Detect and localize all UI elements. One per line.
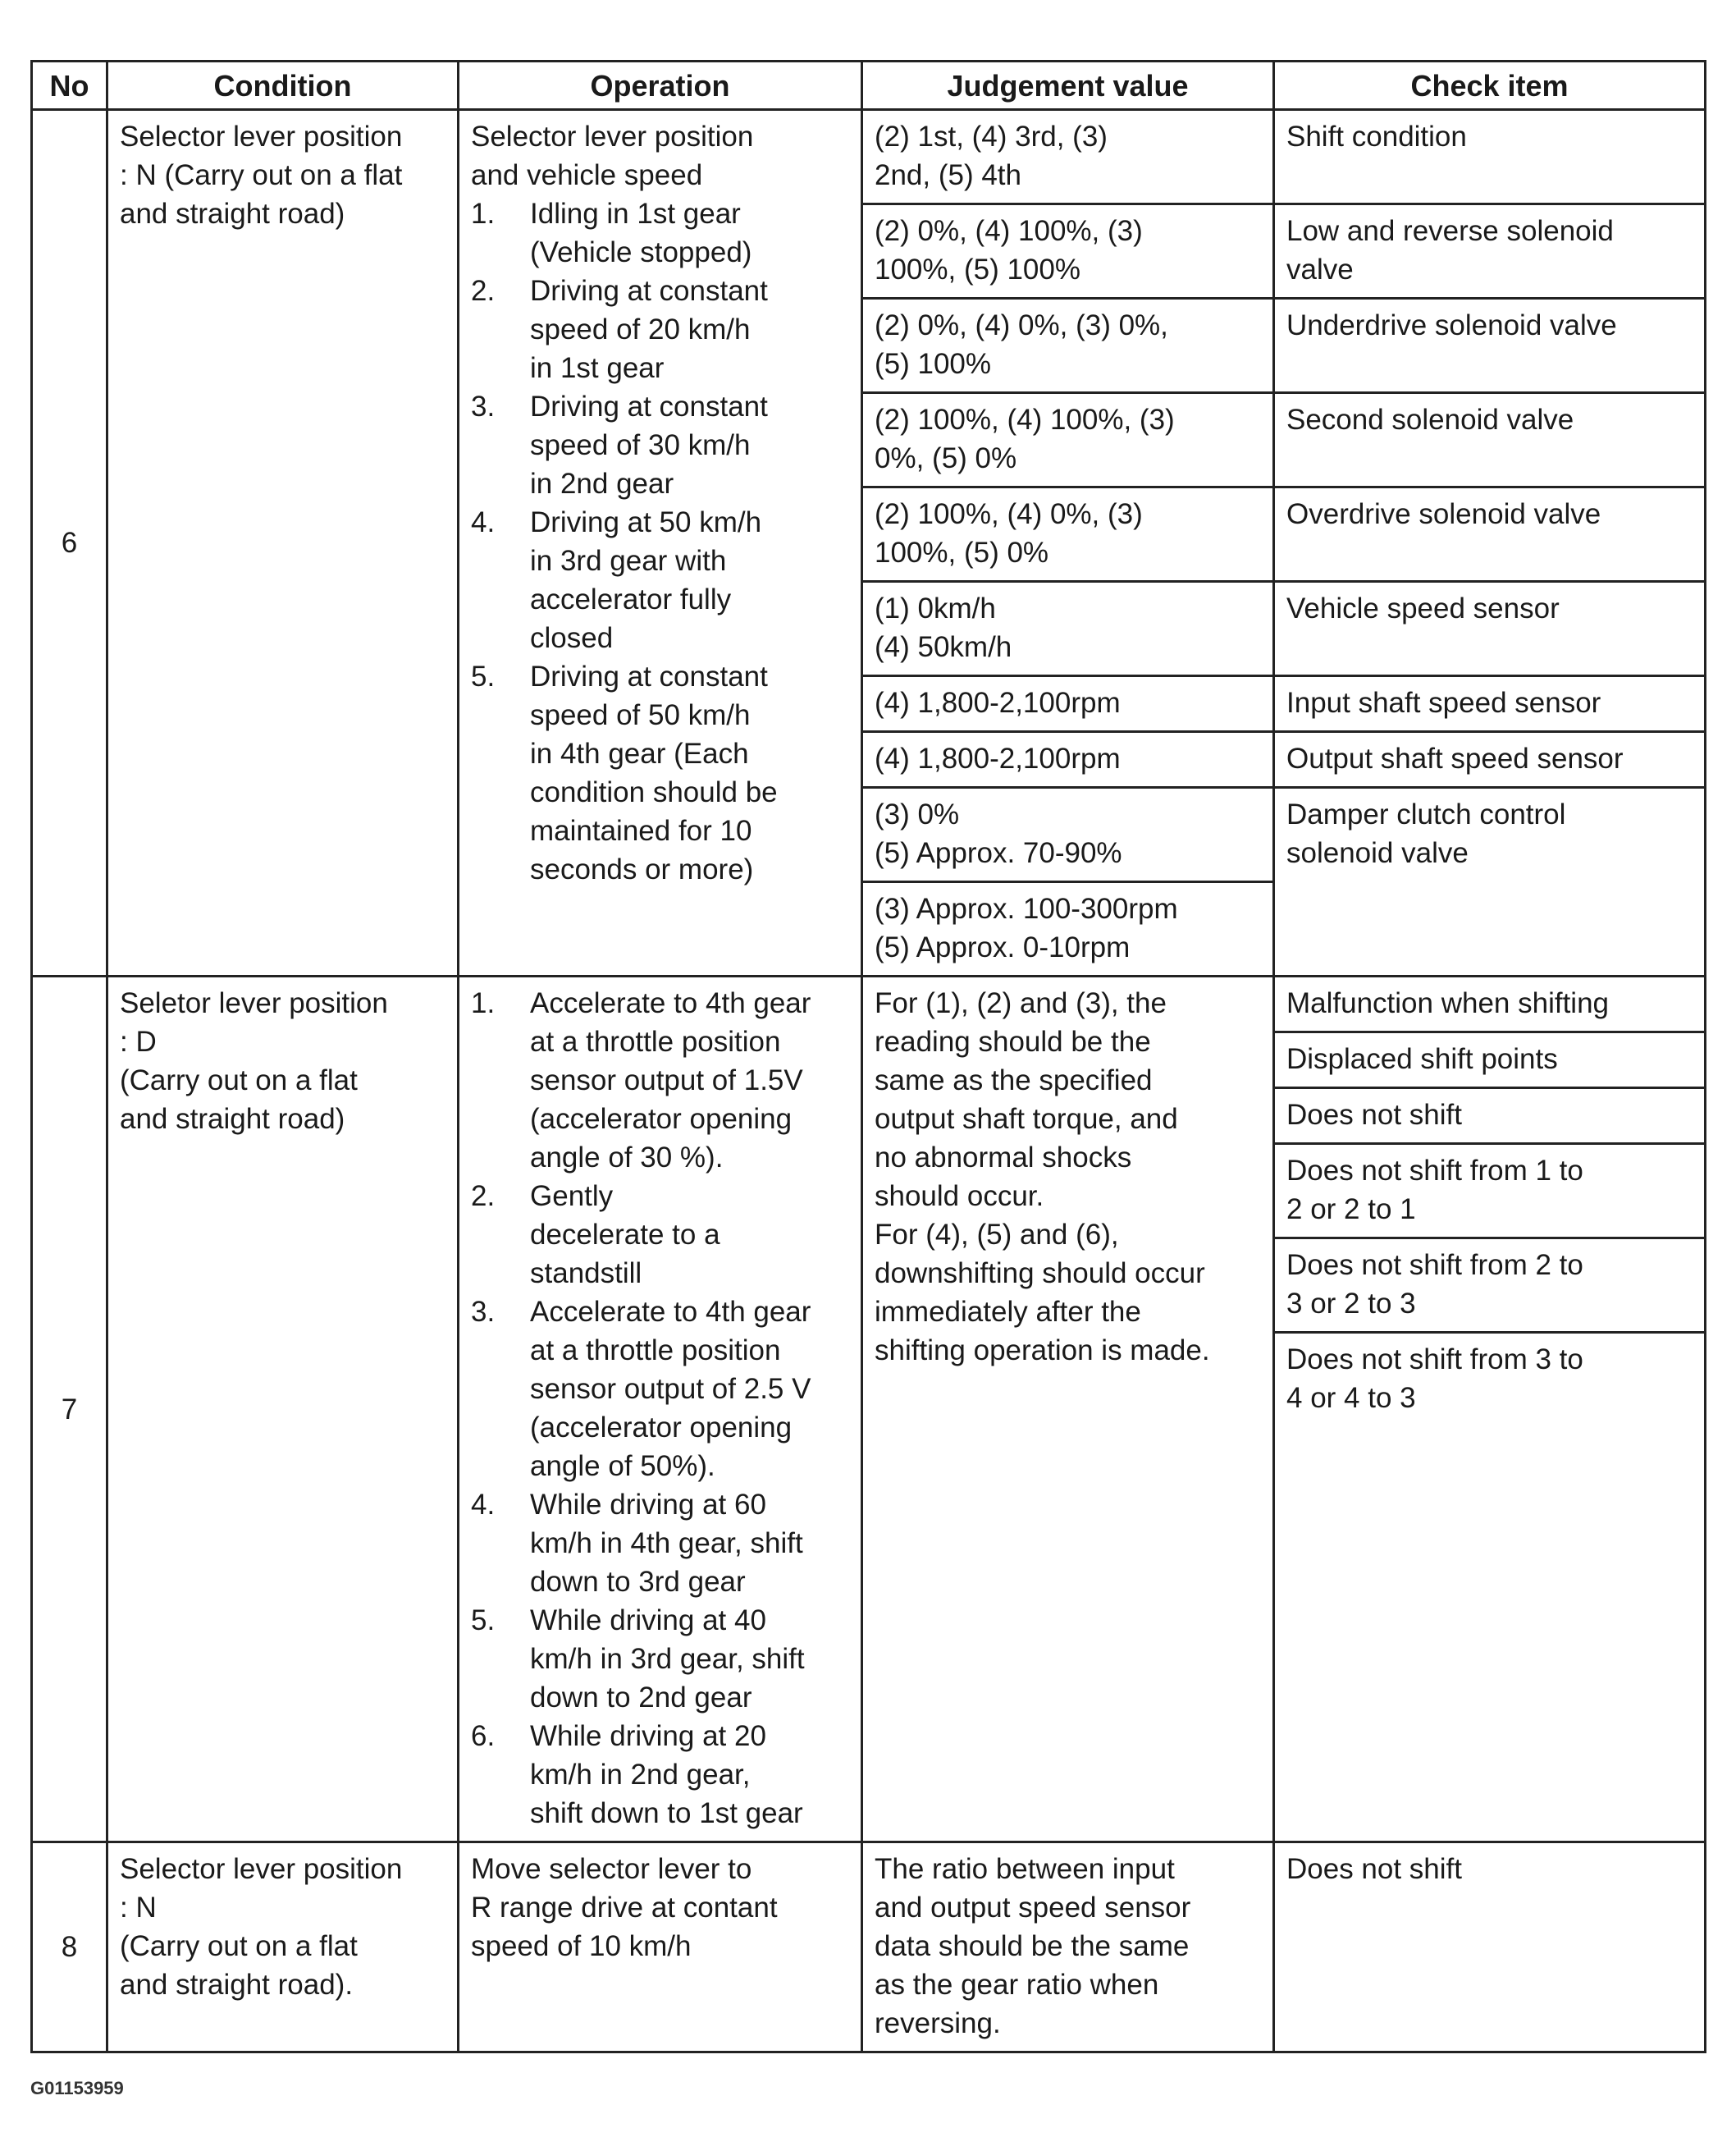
table-row xyxy=(32,1842,1706,2052)
list-item xyxy=(471,503,849,657)
operation-cell xyxy=(459,977,862,1842)
check-item-cell: Output shaft speed sensor xyxy=(1274,732,1706,788)
table-row xyxy=(32,110,1706,204)
check-item-cell: Malfunction when shifting xyxy=(1274,977,1706,1032)
judgement-cell: (1) 0km/h (4) 50km/h xyxy=(862,582,1274,676)
check-item-cell: Input shaft speed sensor xyxy=(1274,676,1706,732)
step-number: 2. xyxy=(471,275,496,307)
step-text: Gently decelerate to a standstill xyxy=(530,1180,720,1289)
step-text: Idling in 1st gear (Vehicle stopped) xyxy=(530,198,752,268)
check-item-cell: Vehicle speed sensor xyxy=(1274,582,1706,676)
step-text: Accelerate to 4th gear at a throttle position sensor output of 2.5 V (accelerator opening angle of 50%). xyxy=(530,1296,811,1482)
header-condition: Condition xyxy=(107,62,459,110)
step-text: While driving at 20 km/h in 2nd gear, shift down to 1st gear xyxy=(530,1720,803,1829)
operation-intro: Selector lever position and vehicle speed xyxy=(471,121,754,191)
judgement-cell: The ratio between input and output speed sensor data should be the same as the gear ratio when reversing. xyxy=(862,1842,1274,2052)
step-text: While driving at 60 km/h in 4th gear, shift down to 3rd gear xyxy=(530,1489,803,1598)
check-item-cell: Does not shift from 3 to 4 or 4 to 3 xyxy=(1274,1333,1706,1842)
check-item-cell: Does not shift xyxy=(1274,1088,1706,1144)
check-item-cell: Does not shift from 1 to 2 or 2 to 1 xyxy=(1274,1144,1706,1238)
check-item-cell: Does not shift from 2 to 3 or 2 to 3 xyxy=(1274,1238,1706,1333)
list-item xyxy=(471,272,849,387)
header-operation: Operation xyxy=(459,62,862,110)
operation-cell: Move selector lever to R range drive at contant speed of 10 km/h xyxy=(459,1842,862,2052)
judgement-cell: (2) 0%, (4) 0%, (3) 0%, (5) 100% xyxy=(862,299,1274,393)
list-item xyxy=(471,194,849,272)
step-text: Driving at constant speed of 30 km/h in 2nd gear xyxy=(530,391,768,500)
condition-cell: Selector lever position : N (Carry out on a flat and straight road). xyxy=(107,1842,459,2052)
list-item xyxy=(471,1717,849,1833)
inspection-table xyxy=(30,60,1706,2053)
row-number: 8 xyxy=(32,1842,107,2052)
check-item-cell: Does not shift xyxy=(1274,1842,1706,2052)
check-item-cell: Damper clutch control solenoid valve xyxy=(1274,788,1706,977)
operation-steps xyxy=(471,984,849,1833)
header-no: No xyxy=(32,62,107,110)
judgement-cell: (2) 0%, (4) 100%, (3) 100%, (5) 100% xyxy=(862,204,1274,299)
step-text: Driving at 50 km/h in 3rd gear with accelerator fully closed xyxy=(530,506,762,654)
check-item-cell: Low and reverse solenoid valve xyxy=(1274,204,1706,299)
condition-cell: Selector lever position : N (Carry out on a flat and straight road) xyxy=(107,110,459,977)
step-number: 4. xyxy=(471,506,496,538)
check-item-cell: Displaced shift points xyxy=(1274,1032,1706,1088)
judgement-cell: For (1), (2) and (3), the reading should be the same as the specified output shaft torque, and no abnormal shocks should occur. For (4), (5) and (6), downshifting should occur immediately after the shifting operation is made. xyxy=(862,977,1274,1842)
check-item-cell: Shift condition xyxy=(1274,110,1706,204)
operation-cell xyxy=(459,110,862,977)
judgement-cell: (2) 100%, (4) 100%, (3) 0%, (5) 0% xyxy=(862,393,1274,487)
step-text: Driving at constant speed of 50 km/h in 4th gear (Each condition should be maintained for 10 seconds or more) xyxy=(530,661,778,885)
step-text: While driving at 40 km/h in 3rd gear, shift down to 2nd gear xyxy=(530,1604,805,1714)
step-number: 2. xyxy=(471,1180,496,1212)
list-item xyxy=(471,984,849,1177)
judgement-cell: (4) 1,800-2,100rpm xyxy=(862,676,1274,732)
list-item xyxy=(471,1293,849,1485)
check-item-cell: Overdrive solenoid valve xyxy=(1274,487,1706,582)
check-item-cell: Underdrive solenoid valve xyxy=(1274,299,1706,393)
list-item xyxy=(471,657,849,889)
judgement-cell: (3) Approx. 100-300rpm (5) Approx. 0-10rpm xyxy=(862,882,1274,977)
header-check: Check item xyxy=(1274,62,1706,110)
step-number: 1. xyxy=(471,198,496,230)
step-number: 5. xyxy=(471,1604,496,1636)
step-number: 3. xyxy=(471,391,496,423)
header-row xyxy=(32,62,1706,110)
step-number: 4. xyxy=(471,1489,496,1521)
step-number: 6. xyxy=(471,1720,496,1752)
operation-steps xyxy=(471,194,849,889)
check-item-cell: Second solenoid valve xyxy=(1274,393,1706,487)
condition-cell: Seletor lever position : D (Carry out on a flat and straight road) xyxy=(107,977,459,1842)
figure-code: G01153959 xyxy=(30,2078,124,2098)
step-number: 3. xyxy=(471,1296,496,1328)
judgement-cell: (4) 1,800-2,100rpm xyxy=(862,732,1274,788)
row-number: 6 xyxy=(32,110,107,977)
judgement-cell: (3) 0% (5) Approx. 70-90% xyxy=(862,788,1274,882)
header-judgement: Judgement value xyxy=(862,62,1274,110)
step-text: Driving at constant speed of 20 km/h in 1st gear xyxy=(530,275,768,384)
judgement-cell: (2) 100%, (4) 0%, (3) 100%, (5) 0% xyxy=(862,487,1274,582)
judgement-cell: (2) 1st, (4) 3rd, (3) 2nd, (5) 4th xyxy=(862,110,1274,204)
step-number: 1. xyxy=(471,987,496,1019)
table-row xyxy=(32,977,1706,1032)
list-item xyxy=(471,1177,849,1293)
step-text: Accelerate to 4th gear at a throttle position sensor output of 1.5V (accelerator opening angle of 30 %). xyxy=(530,987,811,1174)
step-number: 5. xyxy=(471,661,496,693)
list-item xyxy=(471,1601,849,1717)
row-number: 7 xyxy=(32,977,107,1842)
list-item xyxy=(471,387,849,503)
list-item xyxy=(471,1485,849,1601)
